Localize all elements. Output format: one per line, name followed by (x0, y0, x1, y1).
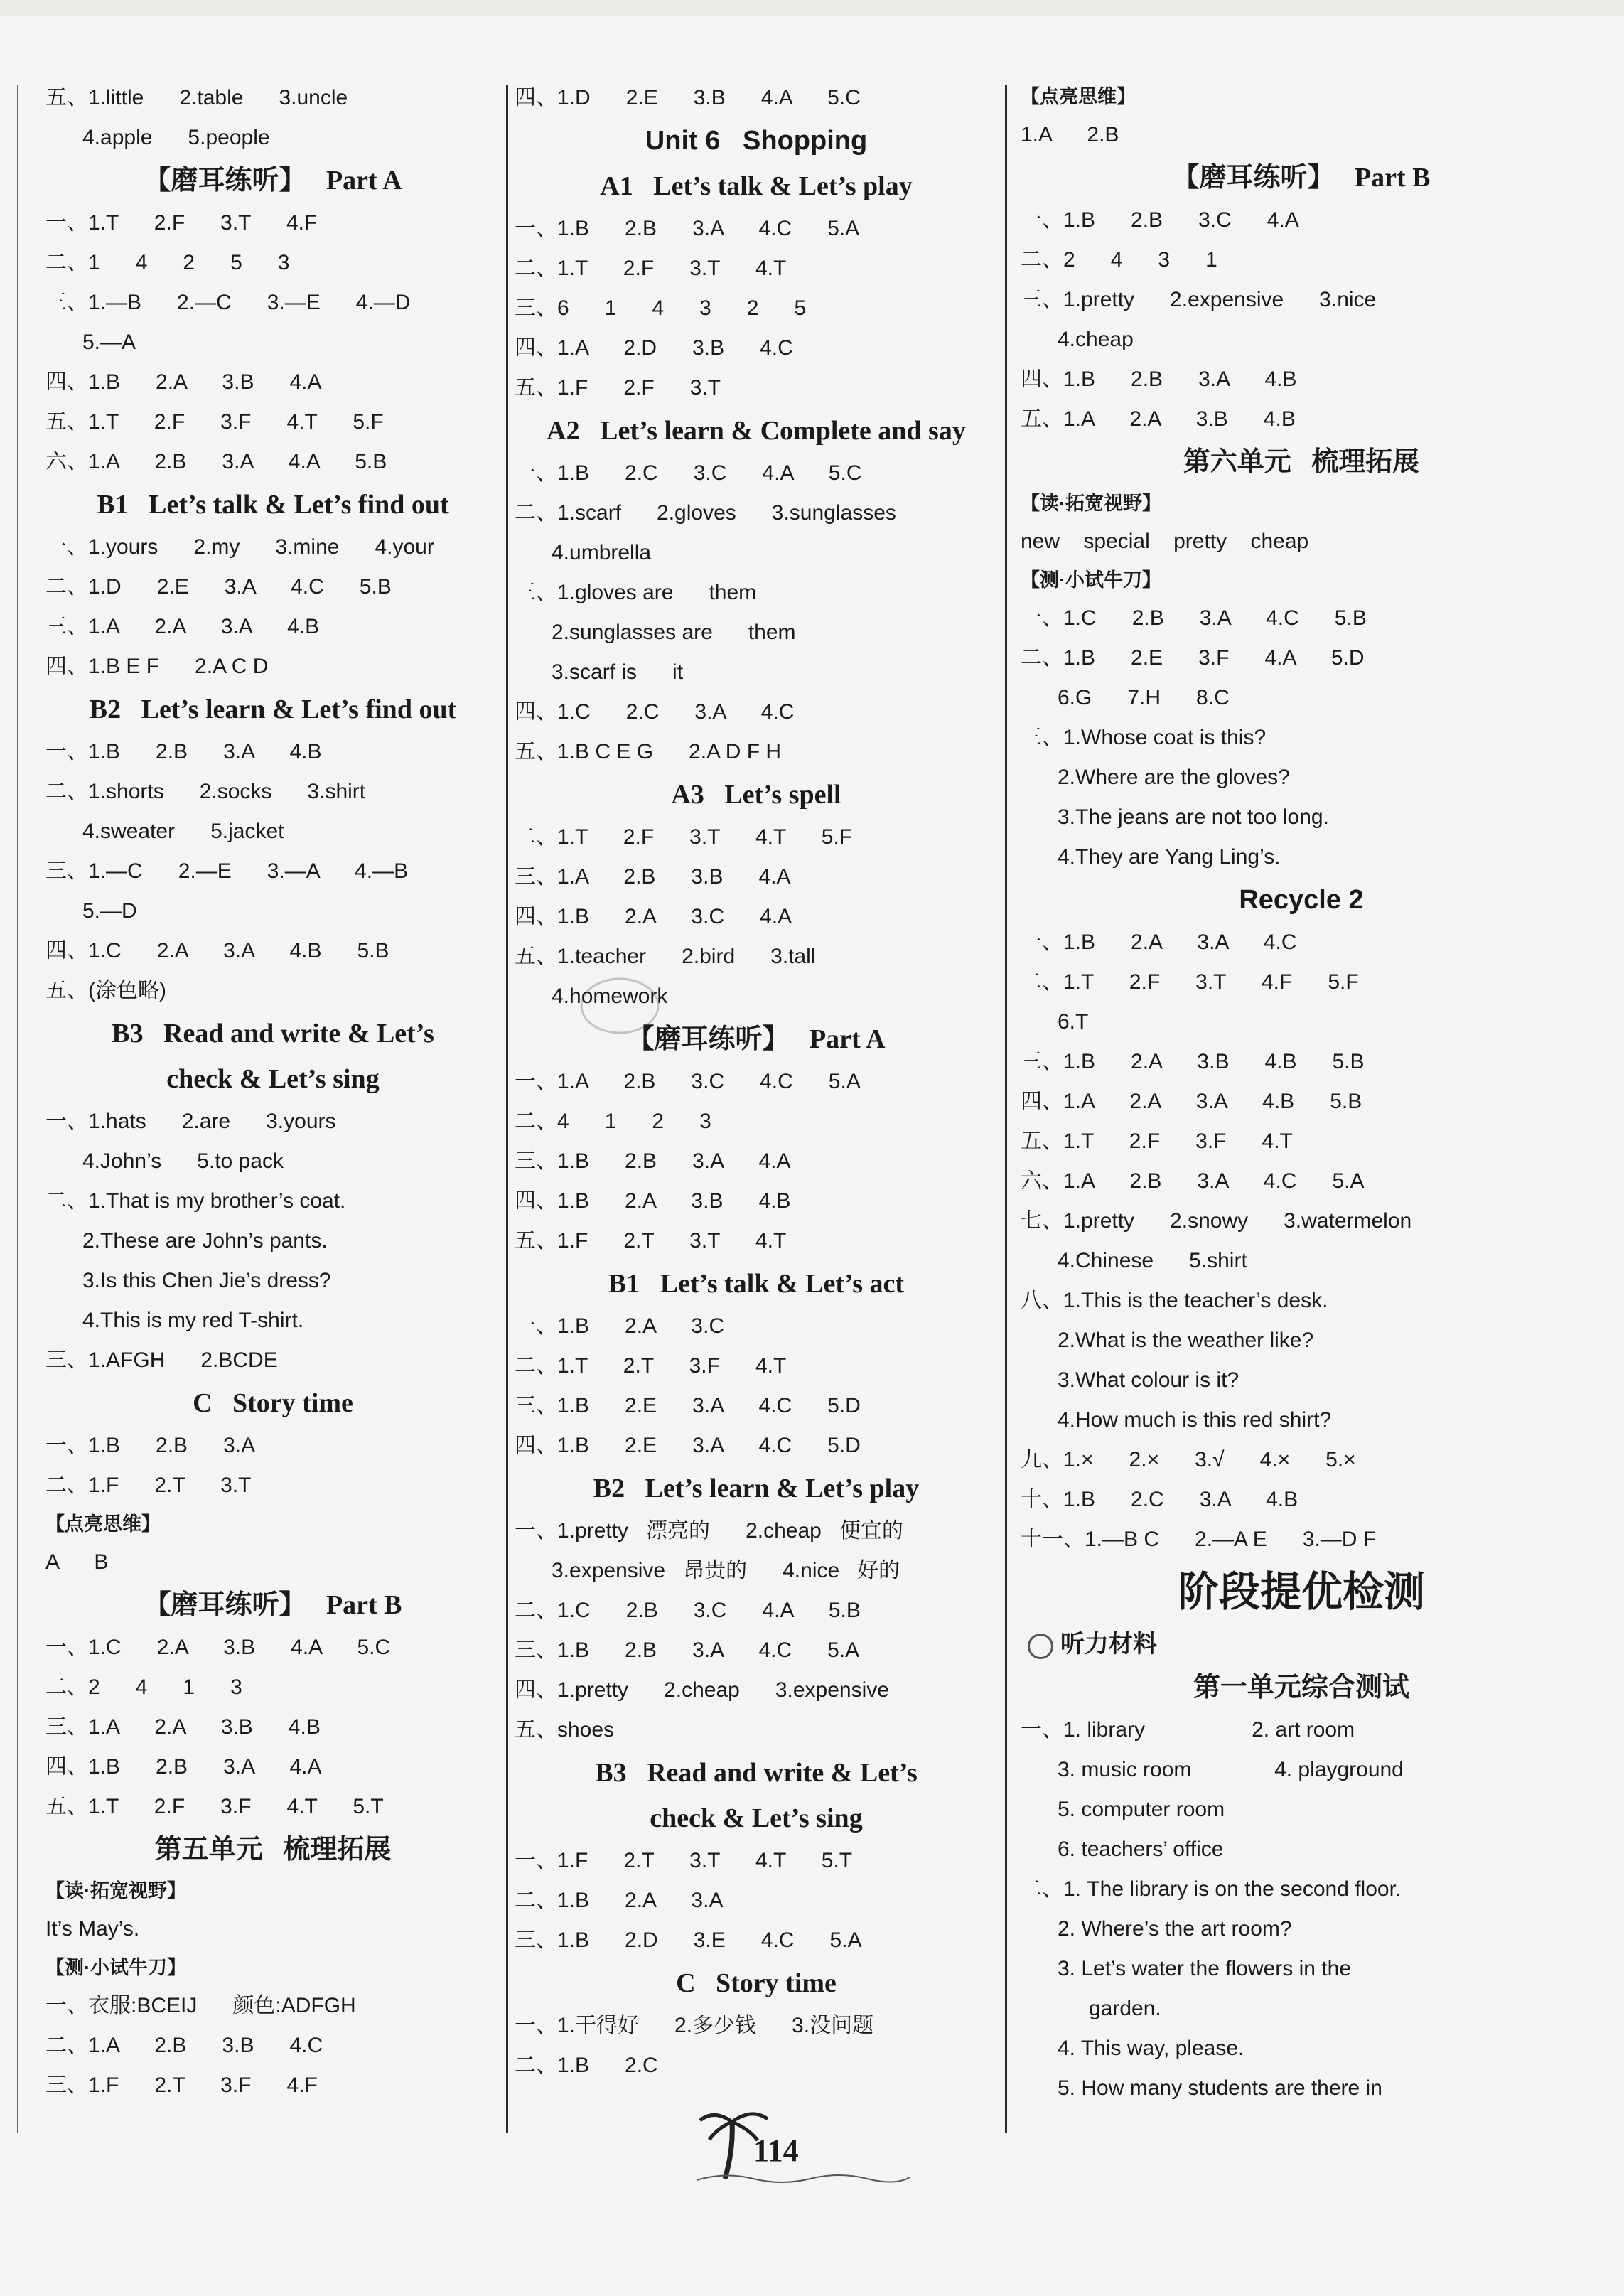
column-divider (506, 85, 508, 2133)
answer-line: 三、1.pretty 2.expensive 3.nice (1021, 288, 1377, 311)
answer-line: 十一、1.—B C 2.—A E 3.—D F (1021, 1528, 1377, 1551)
page-top-edge (0, 0, 1624, 16)
section-heading: C Story time (676, 1968, 837, 1998)
answer-line: 九、1.× 2.× 3.√ 4.× 5.× (1021, 1448, 1356, 1471)
answer-line: 五、1.T 2.F 3.F 4.T (1021, 1130, 1293, 1153)
answer-line: 4.They are Yang Ling’s. (1058, 845, 1281, 869)
answer-line: 二、1.B 2.A 3.A (515, 1889, 724, 1912)
answer-line: 一、1.B 2.B 3.C 4.A (1021, 208, 1299, 232)
answer-line: 二、1.shorts 2.socks 3.shirt (45, 780, 366, 803)
answer-line: 三、1.B 2.D 3.E 4.C 5.A (515, 1928, 862, 1952)
section-heading: check & Let’s sing (650, 1803, 863, 1833)
answer-line: 四、1.B 2.A 3.B 4.A (45, 370, 322, 394)
answer-line: 3.expensive 昂贵的 4.nice 好的 (552, 1559, 900, 1582)
answer-line: 6. teachers’ office (1058, 1838, 1224, 1861)
answer-line: 二、1.D 2.E 3.A 4.C 5.B (45, 575, 392, 599)
palm-tree-icon (697, 2101, 910, 2186)
answer-line: 三、1.—C 2.—E 3.—A 4.—B (45, 859, 409, 883)
section-heading: Unit 6 Shopping (645, 126, 868, 156)
answer-line: 四、1.A 2.D 3.B 4.C (515, 336, 793, 360)
answer-line: 八、1.This is the teacher’s desk. (1021, 1289, 1328, 1312)
section-heading: B2 Let’s learn & Let’s find out (89, 694, 457, 724)
section-heading: A3 Let’s spell (671, 780, 841, 810)
answer-line: 四、1.D 2.E 3.B 4.A 5.C (515, 86, 861, 109)
answer-line: 4.How much is this red shirt? (1058, 1408, 1332, 1432)
answer-line: 4.cheap (1058, 328, 1134, 351)
answer-line: 2.sunglasses are them (552, 621, 796, 644)
answer-line: 五、1.A 2.A 3.B 4.B (1021, 407, 1296, 431)
answer-line: 一、衣服:BCEIJ 颜色:ADFGH (45, 1994, 356, 2017)
answer-line: 二、1.T 2.T 3.F 4.T (515, 1354, 787, 1378)
section-tag: 【读·拓宽视野】 (1021, 493, 1161, 514)
answer-line: 三、1.B 2.B 3.A 4.A (515, 1149, 791, 1173)
answer-line: 二、1.scarf 2.gloves 3.sunglasses (515, 501, 896, 525)
answer-line: 二、1.T 2.F 3.T 4.T 5.F (515, 825, 853, 849)
answer-line: 四、1.B 2.A 3.C 4.A (515, 905, 792, 928)
page-number: 114 (753, 2133, 799, 2168)
answer-line: 四、1.B 2.A 3.B 4.B (515, 1189, 791, 1213)
answer-line: 5.—D (82, 899, 137, 923)
answer-line: 五、1.T 2.F 3.F 4.T 5.F (45, 410, 384, 434)
answer-line: 三、1.F 2.T 3.F 4.F (45, 2074, 318, 2097)
section-heading: 【磨耳练听】 Part B (144, 1590, 402, 1620)
answer-line: 三、1.—B 2.—C 3.—E 4.—D (45, 291, 411, 314)
section-heading: 第一单元综合测试 (1193, 1673, 1409, 1702)
answer-line: 一、1.T 2.F 3.T 4.F (45, 211, 318, 235)
answer-line: 二、1.That is my brother’s coat. (45, 1189, 346, 1213)
section-heading: B3 Read and write & Let’s (595, 1758, 918, 1788)
section-heading: C Story time (193, 1388, 353, 1418)
answer-line: 2. Where’s the art room? (1058, 1917, 1292, 1941)
section-heading: 【磨耳练听】 Part A (144, 166, 402, 195)
answer-line: 一、1.B 2.B 3.A 4.C 5.A (515, 217, 860, 240)
answer-line: 二、1.B 2.E 3.F 4.A 5.D (1021, 646, 1365, 670)
section-tag: 【点亮思维】 (1021, 86, 1136, 107)
answer-line: 5.—A (82, 331, 136, 354)
answer-column-3 (1021, 78, 1582, 2108)
answer-line: garden. (1089, 1997, 1161, 2020)
answer-line: 三、1.A 2.B 3.B 4.A (515, 865, 791, 889)
answer-line: 2.These are John’s pants. (82, 1229, 328, 1252)
answer-line: 3.Is this Chen Jie’s dress? (82, 1269, 331, 1292)
answer-line: 一、1.hats 2.are 3.yours (45, 1110, 336, 1133)
answer-line: 一、1.yours 2.my 3.mine 4.your (45, 535, 434, 559)
answer-line: 4. This way, please. (1058, 2037, 1244, 2060)
answer-line: 三、1.A 2.A 3.B 4.B (45, 1715, 321, 1739)
answer-line: 三、1.B 2.E 3.A 4.C 5.D (515, 1394, 861, 1417)
answer-line: It’s May’s. (45, 1917, 140, 1941)
answer-line: 3.What colour is it? (1058, 1368, 1239, 1392)
answer-line: 五、1.F 2.T 3.T 4.T (515, 1229, 787, 1252)
answer-line: 四、1.B 2.B 3.A 4.B (1021, 368, 1297, 391)
section-heading: check & Let’s sing (166, 1064, 380, 1094)
answer-line: 三、1.B 2.B 3.A 4.C 5.A (515, 1638, 860, 1662)
answer-line: 2.Where are the gloves? (1058, 766, 1290, 789)
answer-line: 一、1.B 2.B 3.A 4.B (45, 740, 322, 763)
answer-line: 十、1.B 2.C 3.A 4.B (1021, 1488, 1298, 1511)
stage-test-title: 阶段提优检测 (1177, 1567, 1425, 1616)
answer-line: 二、1.T 2.F 3.T 4.T (515, 257, 787, 280)
answer-line: 六、1.A 2.B 3.A 4.C 5.A (1021, 1169, 1365, 1193)
answer-line: 一、1.B 2.A 3.A 4.C (1021, 930, 1297, 954)
section-heading: A2 Let’s learn & Complete and say (547, 416, 966, 446)
answer-line: 一、1.A 2.B 3.C 4.C 5.A (515, 1070, 861, 1093)
section-heading: B2 Let’s learn & Let’s play (593, 1474, 920, 1503)
answer-line: 4.umbrella (552, 541, 652, 564)
answer-line: 三、1.A 2.A 3.A 4.B (45, 615, 320, 638)
section-tag: 【读·拓宽视野】 (45, 1880, 186, 1901)
section-heading: B1 Let’s talk & Let’s find out (97, 490, 449, 520)
answer-line: 6.G 7.H 8.C (1058, 686, 1230, 709)
answer-line: 一、1.F 2.T 3.T 4.T 5.T (515, 1849, 853, 1872)
section-tag: 【点亮思维】 (45, 1513, 161, 1535)
answer-line: 二、1. The library is on the second floor. (1021, 1877, 1402, 1901)
answer-line: 五、1.T 2.F 3.F 4.T 5.T (45, 1795, 384, 1818)
answer-line: 四、1.C 2.A 3.A 4.B 5.B (45, 939, 389, 962)
answer-line: 4.John’s 5.to pack (82, 1149, 284, 1173)
section-heading: Recycle 2 (1239, 885, 1364, 915)
answer-line: 3.The jeans are not too long. (1058, 805, 1329, 829)
answer-line: 4.Chinese 5.shirt (1058, 1249, 1247, 1272)
answer-line: 六、1.A 2.B 3.A 4.A 5.B (45, 450, 387, 473)
homework-stamp (577, 974, 662, 1038)
answer-line: 一、1.B 2.B 3.A (45, 1434, 256, 1457)
answer-line: 五、shoes (515, 1718, 615, 1742)
answer-line: 一、1.B 2.A 3.C (515, 1314, 725, 1338)
answer-line: 四、1.A 2.A 3.A 4.B 5.B (1021, 1090, 1362, 1113)
answer-line: 1.A 2.B (1021, 123, 1119, 146)
answer-line: 5. computer room (1058, 1798, 1225, 1821)
answer-line: 三、6 1 4 3 2 5 (515, 296, 807, 320)
answer-line: 2.What is the weather like? (1058, 1329, 1314, 1352)
answer-line: 二、4 1 2 3 (515, 1110, 711, 1133)
answer-line: 三、1.Whose coat is this? (1021, 726, 1267, 749)
answer-line: 五、1.teacher 2.bird 3.tall (515, 945, 816, 968)
answer-line: 3.scarf is it (552, 660, 684, 684)
answer-line: 五、(涂色略) (45, 979, 166, 1002)
section-heading: 【磨耳练听】 Part B (1172, 163, 1431, 193)
answer-line: 五、1.F 2.F 3.T (515, 376, 721, 399)
answer-line: 一、1.B 2.C 3.C 4.A 5.C (515, 461, 862, 485)
answer-line: 3. music room 4. playground (1058, 1758, 1404, 1781)
answer-line: 一、1.C 2.B 3.A 4.C 5.B (1021, 606, 1367, 630)
answer-line: 二、1.A 2.B 3.B 4.C (45, 2034, 323, 2057)
answer-line: 二、2 4 3 1 (1021, 248, 1217, 272)
column-divider (1005, 85, 1007, 2133)
section-heading: B1 Let’s talk & Let’s act (608, 1269, 905, 1299)
answer-line: 一、1.pretty 漂亮的 2.cheap 便宜的 (515, 1519, 903, 1543)
answer-line: 一、1.干得好 2.多少钱 3.没问题 (515, 2014, 874, 2037)
answer-column-1 (45, 78, 500, 2105)
answer-line: 四、1.B 2.E 3.A 4.C 5.D (515, 1434, 861, 1457)
section-heading: B3 Read and write & Let’s (112, 1019, 434, 1048)
answer-line: 五、1.little 2.table 3.uncle (45, 86, 348, 109)
answer-line: 四、1.C 2.C 3.A 4.C (515, 700, 795, 724)
answer-line: 二、1 4 2 5 3 (45, 251, 290, 274)
answer-line: 五、1.B C E G 2.A D F H (515, 740, 782, 763)
answer-column-2 (515, 78, 998, 2086)
answer-line: 3. Let’s water the flowers in the (1058, 1957, 1351, 1980)
answer-line: 一、1. library 2. art room (1021, 1718, 1355, 1742)
answer-line: 三、1.gloves are them (515, 581, 757, 604)
answer-line: 4.homework (552, 985, 668, 1008)
answer-line: A B (45, 1550, 109, 1574)
answer-line: 四、1.B 2.B 3.A 4.A (45, 1755, 322, 1779)
section-heading: 【磨耳练听】 Part A (627, 1024, 886, 1054)
listening-material-banner: 听力材料 (1021, 1624, 1582, 1665)
answer-line: 三、1.B 2.A 3.B 4.B 5.B (1021, 1050, 1365, 1073)
answer-line: 4.sweater 5.jacket (82, 820, 284, 843)
answer-line: 二、1.B 2.C (515, 2054, 658, 2077)
answer-line: 三、1.AFGH 2.BCDE (45, 1348, 278, 1372)
section-tag: 【测·小试牛刀】 (1021, 569, 1161, 591)
answer-line: 四、1.B E F 2.A C D (45, 655, 269, 678)
answer-line: 5. How many students are there in (1058, 2076, 1382, 2100)
answer-line: 6.T (1058, 1010, 1089, 1034)
section-tag: 【测·小试牛刀】 (45, 1957, 186, 1978)
answer-line: 4.apple 5.people (82, 126, 270, 149)
answer-line: 七、1.pretty 2.snowy 3.watermelon (1021, 1209, 1412, 1233)
answer-line: 二、1.T 2.F 3.T 4.F 5.F (1021, 970, 1359, 994)
answer-line: 二、1.F 2.T 3.T (45, 1474, 252, 1497)
answer-line: 二、2 4 1 3 (45, 1675, 242, 1699)
section-heading: A1 Let’s talk & Let’s play (600, 171, 913, 201)
answer-line: 四、1.pretty 2.cheap 3.expensive (515, 1678, 889, 1702)
answer-line: 一、1.C 2.A 3.B 4.A 5.C (45, 1636, 391, 1659)
answer-line: 4.This is my red T-shirt. (82, 1309, 304, 1332)
answer-line: new special pretty cheap (1021, 530, 1309, 553)
page-margin-rule (17, 85, 18, 2133)
section-heading: 第六单元 梳理拓展 (1183, 447, 1420, 477)
section-heading: 第五单元 梳理拓展 (154, 1835, 392, 1865)
answer-line: 二、1.C 2.B 3.C 4.A 5.B (515, 1599, 861, 1622)
